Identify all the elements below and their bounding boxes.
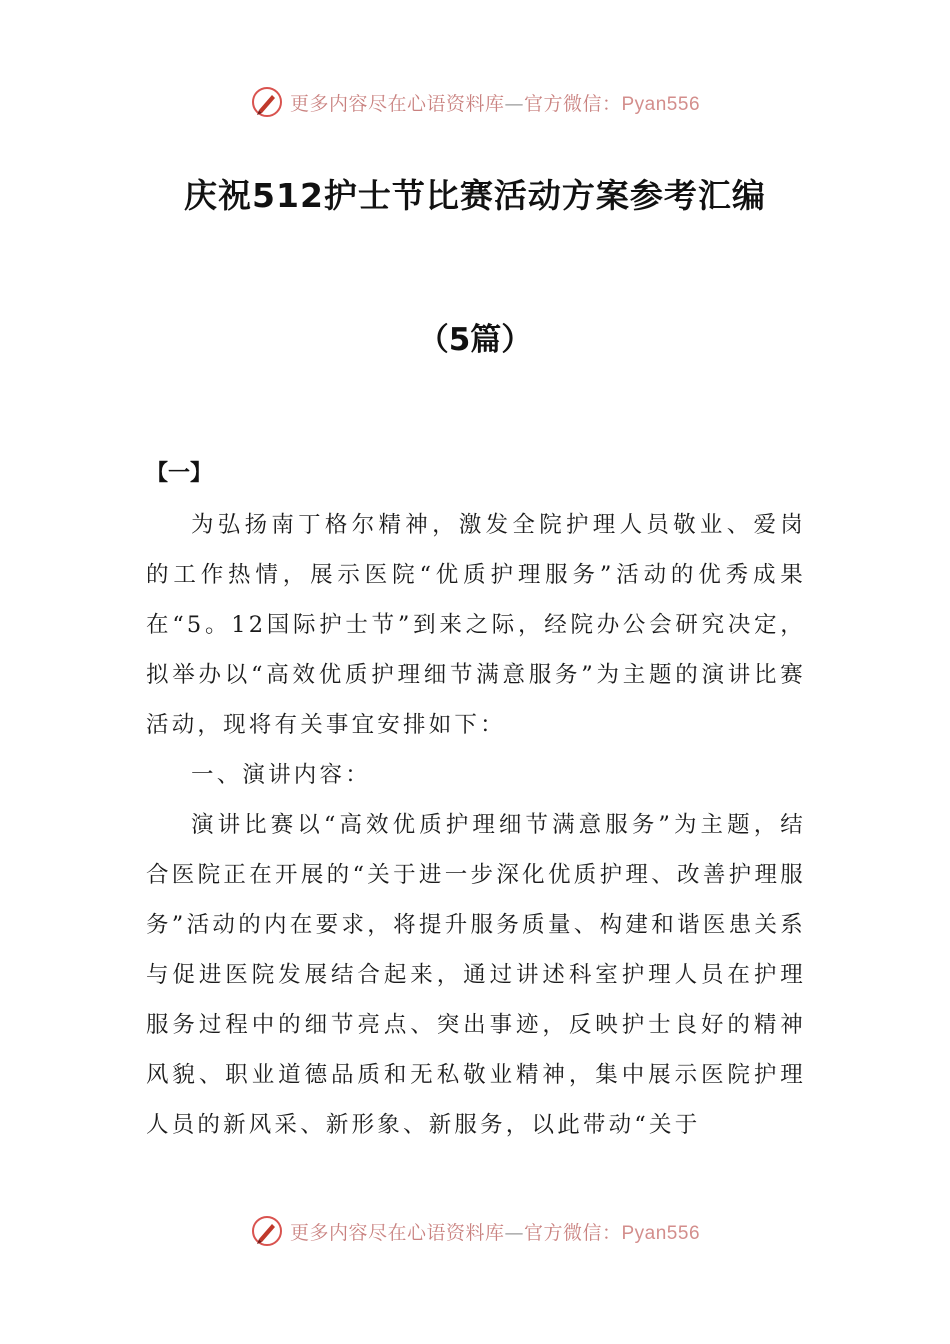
document-subtitle: （5篇）	[417, 322, 533, 358]
pen-logo-icon	[250, 1214, 284, 1248]
banner-text: 更多内容尽在心语资料库—官方微信：Pyan556	[289, 92, 701, 115]
document-title: 庆祝512护士节比赛活动方案参考汇编	[184, 176, 766, 215]
paragraph: 演讲比赛以“高效优质护理细节满意服务”为主题，结合医院正在开展的“关于进一步深化优质护理、改善护理服务”活动的内在要求，将提升服务质量、构建和谐医患关系与促进医院发展结合起来，通过讲述科室护理人员在护理服务过程中的细节亮点、突出事迹，反映护士良好的精神风貌、职业道德品质和无私敬业精神，集中展示医院护理人员的新风采、新形象、新服务，以此带动“关于	[146, 812, 806, 1138]
section-heading: 【一】	[146, 461, 213, 486]
footer-banner	[0, 1211, 950, 1251]
paragraph: 一、演讲内容：	[191, 762, 371, 788]
document-body	[146, 500, 806, 1150]
header-banner	[0, 82, 950, 122]
paragraph: 为弘扬南丁格尔精神，激发全院护理人员敬业、爱岗的工作热情，展示医院“优质护理服务”活动的优秀成果在“5。12国际护士节”到来之际，经院办公会研究决定，拟举办以“高效优质护理细节满意服务”为主题的演讲比赛活动，现将有关事宜安排如下：	[146, 512, 806, 738]
pen-logo-icon	[250, 85, 284, 119]
banner-text: 更多内容尽在心语资料库—官方微信：Pyan556	[289, 1221, 701, 1244]
